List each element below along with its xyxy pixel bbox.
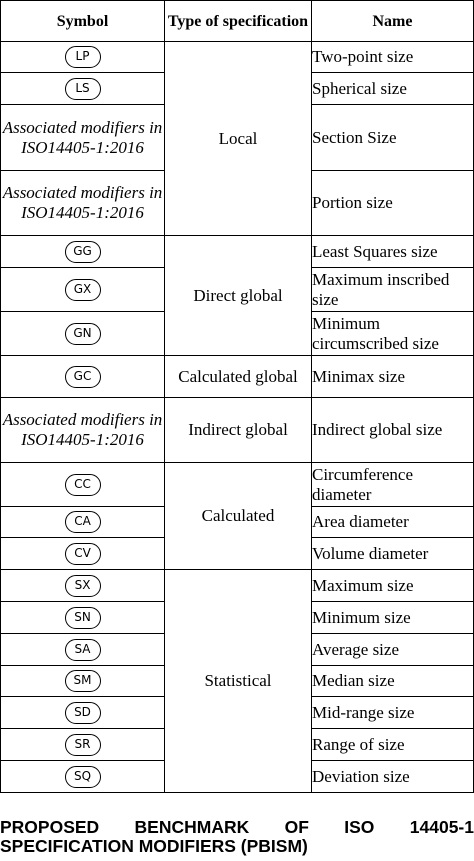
name-cell: Mid-range size <box>312 697 474 729</box>
name-cell: Minimum circumscribed size <box>312 312 474 356</box>
modifier-symbol-badge: CC <box>65 474 101 496</box>
symbol-cell <box>1 312 165 356</box>
symbol-cell <box>1 697 165 729</box>
associated-modifiers-note: Associated modifiers in ISO14405-1:2016 <box>1 398 165 463</box>
caption-line-2: SPECIFICATION MODIFIERS (PBISM) <box>0 836 308 856</box>
modifier-symbol-badge: GX <box>65 279 101 301</box>
name-cell: Volume diameter <box>312 538 474 570</box>
name-cell: Indirect global size <box>312 398 474 463</box>
caption-line-1: PROPOSED BENCHMARK OF ISO 14405-1 <box>0 817 474 837</box>
header-row <box>1 1 474 42</box>
symbol-cell <box>1 463 165 507</box>
name-cell: Two-point size <box>312 42 474 73</box>
modifier-symbol-badge: LS <box>65 78 101 100</box>
symbol-cell <box>1 538 165 570</box>
symbol-cell <box>1 666 165 697</box>
table-row <box>1 42 474 73</box>
symbol-cell <box>1 634 165 666</box>
name-cell: Maximum inscribed size <box>312 268 474 312</box>
modifier-symbol-badge: SN <box>65 607 101 629</box>
modifier-symbol-badge: SD <box>65 702 101 724</box>
type-local: Local <box>165 42 312 236</box>
name-cell: Minimum size <box>312 602 474 634</box>
name-cell: Median size <box>312 666 474 697</box>
name-cell: Section Size <box>312 105 474 171</box>
symbol-cell <box>1 42 165 73</box>
modifier-symbol-badge: CV <box>65 543 101 565</box>
associated-modifiers-note: Associated modifiers in ISO14405-1:2016 <box>1 105 165 171</box>
type-calculated-global: Calculated global <box>165 356 312 398</box>
modifier-symbol-badge: LP <box>65 46 101 68</box>
symbol-cell <box>1 356 165 398</box>
modifier-symbol-badge: GC <box>65 366 101 388</box>
type-calculated: Calculated <box>165 463 312 570</box>
symbol-cell <box>1 570 165 602</box>
table-row <box>1 570 474 602</box>
modifier-symbol-badge: SM <box>65 670 101 692</box>
table-row <box>1 236 474 268</box>
type-indirect-global: Indirect global <box>165 398 312 463</box>
symbol-cell <box>1 507 165 538</box>
name-cell: Circumference diameter <box>312 463 474 507</box>
header-symbol: Symbol <box>1 1 165 42</box>
name-cell: Spherical size <box>312 73 474 105</box>
table-row <box>1 356 474 398</box>
symbol-cell <box>1 236 165 268</box>
modifier-symbol-badge: SQ <box>65 766 101 788</box>
name-cell: Least Squares size <box>312 236 474 268</box>
header-type: Type of specification <box>165 1 312 42</box>
name-cell: Average size <box>312 634 474 666</box>
name-cell: Minimax size <box>312 356 474 398</box>
name-cell: Portion size <box>312 171 474 236</box>
figure-caption <box>0 818 474 856</box>
name-cell: Deviation size <box>312 761 474 793</box>
modifier-symbol-badge: GN <box>65 323 101 345</box>
associated-modifiers-note: Associated modifiers in ISO14405-1:2016 <box>1 171 165 236</box>
header-name: Name <box>312 1 474 42</box>
modifier-symbol-badge: SR <box>65 734 101 756</box>
name-cell: Maximum size <box>312 570 474 602</box>
symbol-cell <box>1 73 165 105</box>
symbol-cell <box>1 761 165 793</box>
name-cell: Area diameter <box>312 507 474 538</box>
modifier-symbol-badge: CA <box>65 511 101 533</box>
name-cell: Range of size <box>312 729 474 761</box>
modifier-symbol-badge: GG <box>65 241 101 263</box>
type-direct-global: Direct global <box>165 236 312 356</box>
symbol-cell <box>1 268 165 312</box>
modifier-symbol-badge: SA <box>65 639 101 661</box>
type-statistical: Statistical <box>165 570 312 793</box>
symbol-cell <box>1 729 165 761</box>
table-row <box>1 398 474 463</box>
modifier-symbol-badge: SX <box>65 575 101 597</box>
table-row <box>1 463 474 507</box>
symbol-cell <box>1 602 165 634</box>
